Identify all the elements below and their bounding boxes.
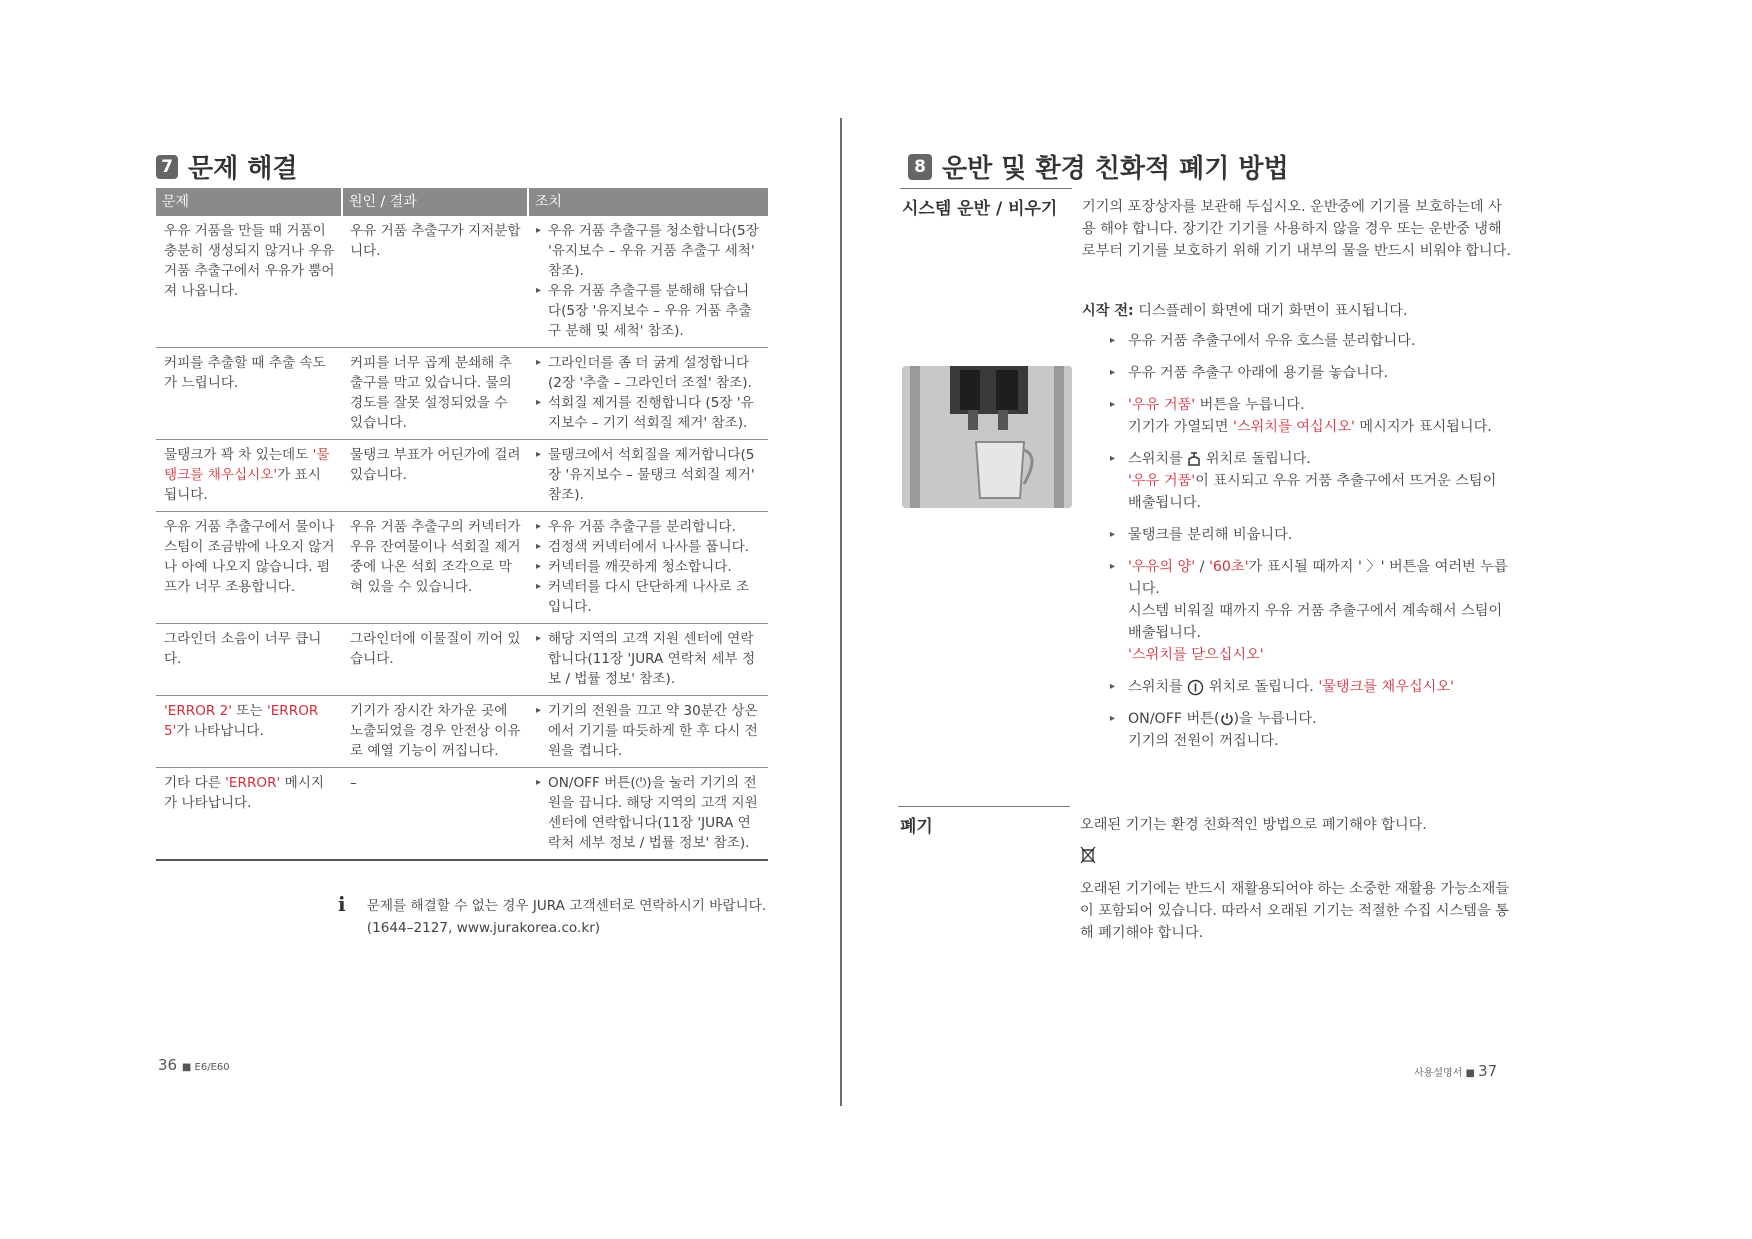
cause-cell: 물탱크 부표가 어딘가에 걸려 있습니다. — [342, 440, 528, 512]
transport-heading-rule — [900, 188, 1072, 189]
action-item: ▸ 석회질 제거를 진행합니다 (5장 '유지보수 – 기기 석회질 제거' 참조). — [536, 393, 762, 433]
list-item: ▸ 물탱크를 분리해 비웁니다. — [1110, 524, 1510, 546]
list-item: ▸ ON/OFF 버튼( )을 누릅니다. 기기의 전원이 꺼집니다. — [1110, 708, 1510, 752]
table-row — [156, 216, 768, 348]
column-header-problem: 문제 — [156, 188, 342, 216]
problem-cell: 물탱크가 꽉 차 있는데도 '물탱크를 채우십시오'가 표시 됩니다. — [156, 440, 342, 512]
list-item: ▸ 스위치를 위치로 돌립니다. '우유 거품'이 표시되고 우유 거품 추출구에서 뜨거운 스팀이 배출됩니다. — [1110, 448, 1510, 514]
table-row — [156, 440, 768, 512]
cause-cell: 기기가 장시간 차가운 곳에 노출되었을 경우 안전상 이유로 예열 기능이 꺼집니다. — [342, 696, 528, 768]
action-cell — [528, 348, 768, 440]
left-page — [0, 0, 840, 1239]
action-cell — [528, 216, 768, 348]
problem-cell: 'ERROR 2' 또는 'ERROR 5'가 나타납니다. — [156, 696, 342, 768]
machine-photo — [902, 366, 1072, 508]
table-row — [156, 768, 768, 861]
action-cell — [528, 696, 768, 768]
transport-steps — [1110, 330, 1510, 752]
action-item: ▸ 물탱크에서 석회질을 제거합니다(5장 '유지보수 – 물탱크 석회질 제거' 참조). — [536, 445, 762, 505]
cause-cell: 커피를 너무 곱게 분쇄해 추출구를 막고 있습니다. 물의 경도를 잘못 설정되었을 수 있습니다. — [342, 348, 528, 440]
cause-cell: 그라인더에 이물질이 끼어 있습니다. — [342, 624, 528, 696]
contact-note — [338, 892, 778, 939]
action-cell — [528, 624, 768, 696]
column-header-cause: 원인 / 결과 — [342, 188, 528, 216]
section-number-badge: 7 — [156, 155, 178, 179]
cause-cell: 우유 거품 추출구의 커넥터가 우유 잔여물이나 석회질 제거 중에 나온 석회 조각으로 막혀 있을 수 있습니다. — [342, 512, 528, 624]
disposal-line: 오래된 기기는 환경 친화적인 방법으로 폐기해야 합니다. — [1080, 817, 1427, 833]
action-item: ▸ 그라인더를 좀 더 굵게 설정합니다(2장 '추출 – 그라인더 조절' 참조). — [536, 353, 762, 393]
disposal-text: 오래된 기기에는 반드시 재활용되어야 하는 소중한 재활용 가능소재들이 포함되어 있습니다. 따라서 오래된 기기는 적절한 수집 시스템을 통해 폐기해야 합니다. — [1080, 881, 1510, 941]
section-number-badge: 8 — [908, 154, 932, 180]
trash-bin-icon — [1080, 846, 1096, 864]
action-cell — [528, 440, 768, 512]
action-item: ▸ 커넥터를 깨끗하게 청소합니다. — [536, 557, 762, 577]
problem-cell: 기타 다른 'ERROR' 메시지가 나타납니다. — [156, 768, 342, 861]
table-row — [156, 348, 768, 440]
precondition: 시작 전: 디스플레이 화면에 대기 화면이 표시됩니다. — [1082, 303, 1408, 319]
problem-cell: 우유 거품을 만들 때 거품이 충분히 생성되지 않거나 우유 거품 추출구에서 우유가 뿜어져 나옵니다. — [156, 216, 342, 348]
action-item: ▸ 우유 거품 추출구를 청소합니다(5장 '유지보수 – 우유 거품 추출구 세척' 참조). — [536, 221, 762, 281]
page-title: 운반 및 환경 친화적 폐기 방법 — [942, 154, 1289, 184]
column-header-action: 조치 — [528, 188, 768, 216]
action-item: ▸ ON/OFF 버튼(⏻)을 눌러 기기의 전원을 끕니다. 해당 지역의 고객 지원 센터에 연락합니다(11장 'JURA 연락처 세부 정보 / 법률 정보' 참조). — [536, 773, 762, 853]
list-item: ▸ 우유 거품 추출구 아래에 용기를 놓습니다. — [1110, 362, 1510, 384]
info-icon: i — [338, 892, 346, 916]
cause-cell: 우유 거품 추출구가 지저분합니다. — [342, 216, 528, 348]
table-row — [156, 512, 768, 624]
page-title: 문제 해결 — [188, 154, 298, 184]
action-item: ▸ 우유 거품 추출구를 분해해 닦습니다(5장 '유지보수 – 우유 거품 추출구 분해 및 세척' 참조). — [536, 281, 762, 341]
troubleshooting-table — [156, 188, 768, 861]
list-item: ▸ '우유의 양' / '60초'가 표시될 때까지 ' 〉' 버튼을 여러번 누릅니다. 시스템 비워질 때까지 우유 거품 추출구에서 계속해서 스팀이 배출됩니다. '스위치를 닫으십시오' — [1110, 556, 1510, 666]
table-header-row — [156, 188, 768, 216]
action-item: ▸ 해당 지역의 고객 지원 센터에 연락합니다(11장 'JURA 연락처 세부 정보 / 법률 정보' 참조). — [536, 629, 762, 689]
table-row — [156, 624, 768, 696]
action-cell — [528, 768, 768, 861]
transport-heading: 시스템 운반 / 비우기 — [902, 199, 1058, 219]
action-item: ▸ 기기의 전원을 끄고 약 30분간 상온에서 기기를 따듯하게 한 후 다시 전원을 켭니다. — [536, 701, 762, 761]
table-row — [156, 696, 768, 768]
disposal-heading: 폐기 — [900, 817, 933, 837]
action-item: ▸ 우유 거품 추출구를 분리합니다. — [536, 517, 762, 537]
note-text: 문제를 해결할 수 없는 경우 JURA 고객센터로 연락하시기 바랍니다. (1644–2127, www.jurakorea.co.kr) — [366, 898, 767, 936]
problem-cell: 우유 거품 추출구에서 물이나 스팀이 조금밖에 나오지 않거나 아예 나오지 않습니다. 펌프가 너무 조용합니다. — [156, 512, 342, 624]
action-cell — [528, 512, 768, 624]
tap-icon — [1187, 451, 1201, 467]
action-item: ▸ 검정색 커넥터에서 나사를 풉니다. — [536, 537, 762, 557]
problem-cell: 그라인더 소음이 너무 큽니다. — [156, 624, 342, 696]
list-item: ▸ '우유 거품' 버튼을 누릅니다. 기기가 가열되면 '스위치를 여십시오' 메시지가 표시됩니다. — [1110, 394, 1510, 438]
disposal-heading-rule — [898, 806, 1070, 807]
section-7-title — [156, 148, 298, 185]
action-item: ▸ 커넥터를 다시 단단하게 나사로 조입니다. — [536, 577, 762, 617]
problem-cell: 커피를 추출할 때 추출 속도가 느립니다. — [156, 348, 342, 440]
power-icon — [1220, 712, 1234, 726]
cause-cell: – — [342, 768, 528, 861]
right-page-number: 사용설명서 ■ 37 — [1414, 1062, 1498, 1080]
list-item: ▸ 스위치를 위치로 돌립니다. '물탱크를 채우십시오' — [1110, 676, 1510, 698]
list-item: ▸ 우유 거품 추출구에서 우유 호스를 분리합니다. — [1110, 330, 1510, 352]
closed-circle-icon — [1187, 679, 1204, 696]
left-page-number: 36 ■ E6/E60 — [158, 1056, 230, 1074]
transport-intro: 기기의 포장상자를 보관해 두십시오. 운반중에 기기를 보호하는데 사용 해야 합니다. 장기간 기기를 사용하지 않을 경우 또는 운반중 냉해로부터 기기를 보호하기 위해 기기 내부의 물을 반드시 비워야 합니다. — [1082, 199, 1511, 259]
section-8-title — [908, 148, 1289, 185]
